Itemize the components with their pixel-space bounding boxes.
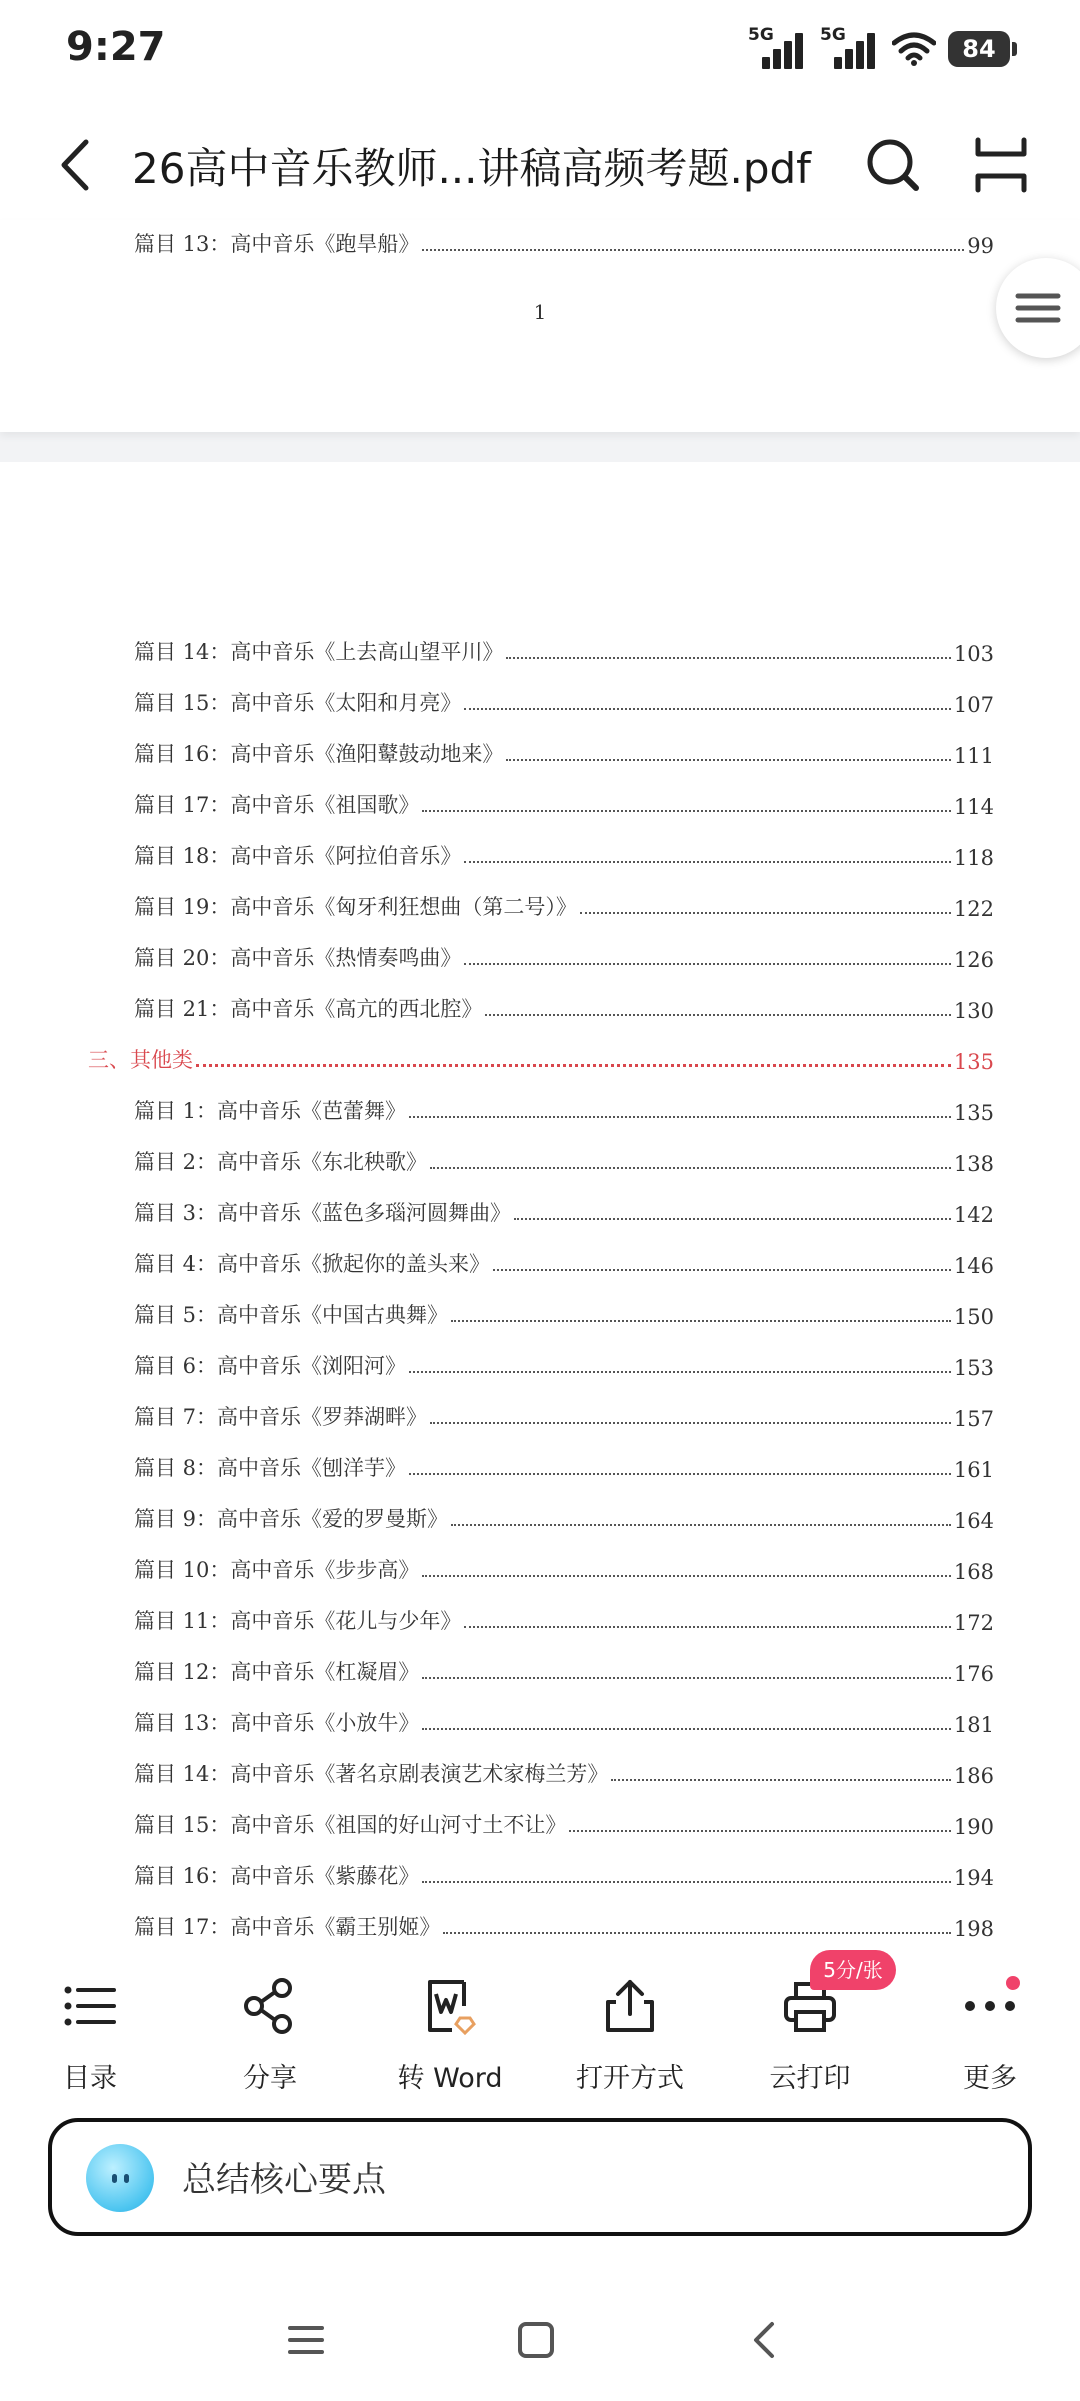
toc-section-entry[interactable] (88, 1040, 994, 1074)
toc-entry-label: 篇目 4：高中音乐《掀起你的盖头来》 (134, 1252, 491, 1276)
toc-entry-label: 篇目 7：高中音乐《罗莽湖畔》 (134, 1405, 428, 1429)
ai-summary-button[interactable] (48, 2118, 1032, 2236)
expand-icon (968, 132, 1034, 198)
toc-entry-label: 篇目 13：高中音乐《小放牛》 (134, 1711, 420, 1735)
system-nav-bar (0, 2290, 1080, 2401)
toc-entry-page: 114 (953, 795, 994, 819)
search-icon (860, 132, 926, 198)
toc-entry-page: 190 (953, 1815, 994, 1839)
toc-entry-page: 198 (953, 1917, 994, 1941)
toc-leader-dots (409, 1116, 951, 1118)
toc-entry[interactable] (134, 1856, 994, 1890)
status-icons (748, 24, 1010, 74)
toc-entry-label: 篇目 9：高中音乐《爱的罗曼斯》 (134, 1507, 449, 1531)
toc-leader-dots (409, 1371, 951, 1373)
toc-entry-label: 篇目 15：高中音乐《祖国的好山河寸土不让》 (134, 1813, 567, 1837)
bottom-toolbar (0, 1960, 1080, 2100)
pdf-page (0, 220, 1080, 432)
list-icon (60, 1976, 120, 2036)
toc-entry-page: 150 (953, 1305, 994, 1329)
share-icon (240, 1976, 300, 2036)
back-button[interactable] (50, 132, 110, 198)
toc-entry[interactable] (134, 1703, 994, 1737)
document-viewer[interactable] (0, 220, 1080, 1960)
toc-leader-dots (569, 1830, 951, 1832)
toc-entry[interactable] (134, 1805, 994, 1839)
word-convert-icon (420, 1976, 480, 2036)
toc-leader-dots (506, 759, 951, 761)
toc-entry[interactable] (134, 1244, 994, 1278)
toc-entry-label: 篇目 20：高中音乐《热情奏鸣曲》 (134, 946, 462, 970)
toc-entry-label: 篇目 18：高中音乐《阿拉伯音乐》 (134, 844, 462, 868)
toc-entry-page: 118 (953, 846, 994, 870)
toc-entry-page: 103 (953, 642, 994, 666)
nav-menu-button[interactable] (276, 2310, 336, 2370)
toc-entry-label: 篇目 19：高中音乐《匈牙利狂想曲（第二号）》 (134, 895, 577, 919)
toc-leader-dots (451, 1320, 951, 1322)
toc-leader-dots (611, 1779, 951, 1781)
floating-menu-button[interactable] (996, 258, 1080, 358)
toc-entry-label: 篇目 6：高中音乐《浏阳河》 (134, 1354, 407, 1378)
toolbar-convert-word-button[interactable] (360, 1960, 540, 2100)
toc-entry-page: 107 (953, 693, 994, 717)
toc-entry[interactable] (134, 1601, 994, 1635)
header (0, 110, 1080, 220)
toc-leader-dots (196, 1064, 951, 1067)
toc-leader-dots (464, 1626, 951, 1628)
pdf-page (0, 462, 1080, 1960)
toc-entry-label: 三、其他类 (88, 1048, 193, 1072)
ai-assistant-icon (86, 2144, 154, 2212)
toc-leader-dots (422, 1677, 951, 1679)
toc-entry-label: 篇目 14：高中音乐《著名京剧表演艺术家梅兰芳》 (134, 1762, 609, 1786)
battery-icon (948, 31, 1010, 67)
wifi-icon (892, 31, 936, 67)
toc-entry-page: 122 (953, 897, 994, 921)
page-number: 1 (533, 300, 547, 324)
toc-entry-page: 111 (953, 744, 994, 768)
toc-entry[interactable] (134, 1397, 994, 1431)
toc-leader-dots (485, 1014, 951, 1016)
toc-entry[interactable] (134, 632, 994, 666)
toc-entry-page: 194 (953, 1866, 994, 1890)
toc-entry-page: 186 (953, 1764, 994, 1788)
toc-entry[interactable] (134, 1091, 994, 1125)
toc-entry-page: 161 (953, 1458, 994, 1482)
toc-entry[interactable] (134, 1499, 994, 1533)
toc-entry-label: 篇目 10：高中音乐《步步高》 (134, 1558, 420, 1582)
toc-entry-label: 篇目 8：高中音乐《刨洋芋》 (134, 1456, 407, 1480)
toc-leader-dots (422, 1881, 951, 1883)
toc-entry[interactable] (134, 989, 994, 1023)
network-type-label: 5G (820, 25, 846, 45)
toc-entry-page: 146 (953, 1254, 994, 1278)
toc-leader-dots (464, 708, 951, 710)
toc-entry-page: 157 (953, 1407, 994, 1431)
toc-leader-dots (493, 1269, 951, 1271)
signal-icon (748, 27, 808, 71)
toc-entry[interactable] (134, 1754, 994, 1788)
toolbar-label: 目录 (63, 2063, 117, 2094)
toc-entry[interactable] (134, 785, 994, 819)
toc-entry[interactable] (134, 1550, 994, 1584)
toc-entry-label: 篇目 12：高中音乐《杠凝眉》 (134, 1660, 420, 1684)
menu-icon (276, 2310, 336, 2370)
toc-entry[interactable] (134, 1193, 994, 1227)
toc-entry[interactable] (134, 1907, 994, 1941)
toc-entry-label: 篇目 1：高中音乐《芭蕾舞》 (134, 1099, 407, 1123)
toc-entry-page: 181 (953, 1713, 994, 1737)
nav-home-button[interactable] (506, 2310, 566, 2370)
toc-entry-page: 130 (953, 999, 994, 1023)
toc-entry-label: 篇目 2：高中音乐《东北秧歌》 (134, 1150, 428, 1174)
toc-entry-label: 篇目 16：高中音乐《紫藤花》 (134, 1864, 420, 1888)
toc-leader-dots (464, 861, 951, 863)
expand-button[interactable] (968, 132, 1034, 198)
status-bar (0, 0, 1080, 100)
toc-entry-page: 176 (953, 1662, 994, 1686)
toolbar-contents-button[interactable] (0, 1960, 180, 2100)
document-title: 26高中音乐教师...讲稿高频考题.pdf (132, 144, 811, 193)
toolbar-share-button[interactable] (180, 1960, 360, 2100)
toolbar-label: 云打印 (769, 2063, 851, 2094)
toc-leader-dots (443, 1932, 951, 1934)
toc-entry[interactable] (134, 1295, 994, 1329)
toc-entry[interactable] (134, 1346, 994, 1380)
toc-entry-label: 篇目 5：高中音乐《中国古典舞》 (134, 1303, 449, 1327)
toc-entry[interactable] (134, 836, 994, 870)
nav-back-button[interactable] (736, 2310, 796, 2370)
toc-leader-dots (506, 657, 951, 659)
toc-leader-dots (422, 1575, 951, 1577)
toc-entry-label: 篇目 3：高中音乐《蓝色多瑙河圆舞曲》 (134, 1201, 512, 1225)
toc-entry-label: 篇目 17：高中音乐《祖国歌》 (134, 793, 420, 817)
toc-leader-dots (422, 1728, 951, 1730)
toc-entry-page: 153 (953, 1356, 994, 1380)
toc-leader-dots (464, 963, 951, 965)
status-time: 9:27 (66, 24, 166, 70)
toolbar-label: 分享 (243, 2063, 297, 2094)
toc-entry[interactable] (134, 1142, 994, 1176)
signal-icon (820, 27, 880, 71)
toolbar-label: 打开方式 (576, 2063, 684, 2094)
toc-entry[interactable] (134, 887, 994, 921)
toc-entry[interactable] (134, 1652, 994, 1686)
network-type-label: 5G (748, 25, 774, 45)
toc-entry-page: 168 (953, 1560, 994, 1584)
toc-entry-page: 135 (953, 1050, 994, 1074)
toc-leader-dots (409, 1473, 951, 1475)
toc-leader-dots (430, 1422, 951, 1424)
toc-leader-dots (580, 912, 951, 914)
toolbar-open-with-button[interactable] (540, 1960, 720, 2100)
toc-entry-label: 篇目 16：高中音乐《渔阳鼙鼓动地来》 (134, 742, 504, 766)
toolbar-more-button[interactable] (900, 1960, 1080, 2100)
toc-entry-page: 142 (953, 1203, 994, 1227)
toc-entry-label: 篇目 11：高中音乐《花儿与少年》 (134, 1609, 462, 1633)
toc-leader-dots (514, 1218, 951, 1220)
notification-dot (1006, 1976, 1020, 1990)
toc-entry[interactable] (134, 1448, 994, 1482)
toc-leader-dots (430, 1167, 951, 1169)
toolbar-label: 更多 (963, 2063, 1017, 2094)
toc-entry-page: 164 (953, 1509, 994, 1533)
back-icon (736, 2310, 796, 2370)
search-button[interactable] (860, 132, 926, 198)
menu-icon (996, 258, 1080, 358)
toc-entry-label: 篇目 15：高中音乐《太阳和月亮》 (134, 691, 462, 715)
back-icon (50, 132, 110, 198)
toc-leader-dots (422, 810, 951, 812)
toc-entry-page: 172 (953, 1611, 994, 1635)
toc-entry[interactable] (134, 683, 994, 717)
toc-entry-label: 篇目 21：高中音乐《高亢的西北腔》 (134, 997, 483, 1021)
toc-entry[interactable] (134, 734, 994, 768)
toc-entry-label: 篇目 17：高中音乐《霸王别姬》 (134, 1915, 441, 1939)
print-price-badge: 5分/张 (810, 1950, 896, 1990)
ai-summary-label: 总结核心要点 (182, 2160, 386, 2200)
toolbar-label: 转 Word (397, 2063, 503, 2094)
home-icon (506, 2310, 566, 2370)
toc-entry-page: 138 (953, 1152, 994, 1176)
toc-entry-label: 篇目 14：高中音乐《上去高山望平川》 (134, 640, 504, 664)
toc-entry[interactable] (134, 938, 994, 972)
toc-leader-dots (451, 1524, 951, 1526)
toc-entry-page: 126 (953, 948, 994, 972)
open-with-icon (600, 1976, 660, 2036)
toc-entry[interactable]: 篇目 13：高中音乐《跑旱船》 99 (134, 232, 994, 258)
battery-level: 84 (962, 35, 996, 63)
toc-entry-page: 135 (953, 1101, 994, 1125)
